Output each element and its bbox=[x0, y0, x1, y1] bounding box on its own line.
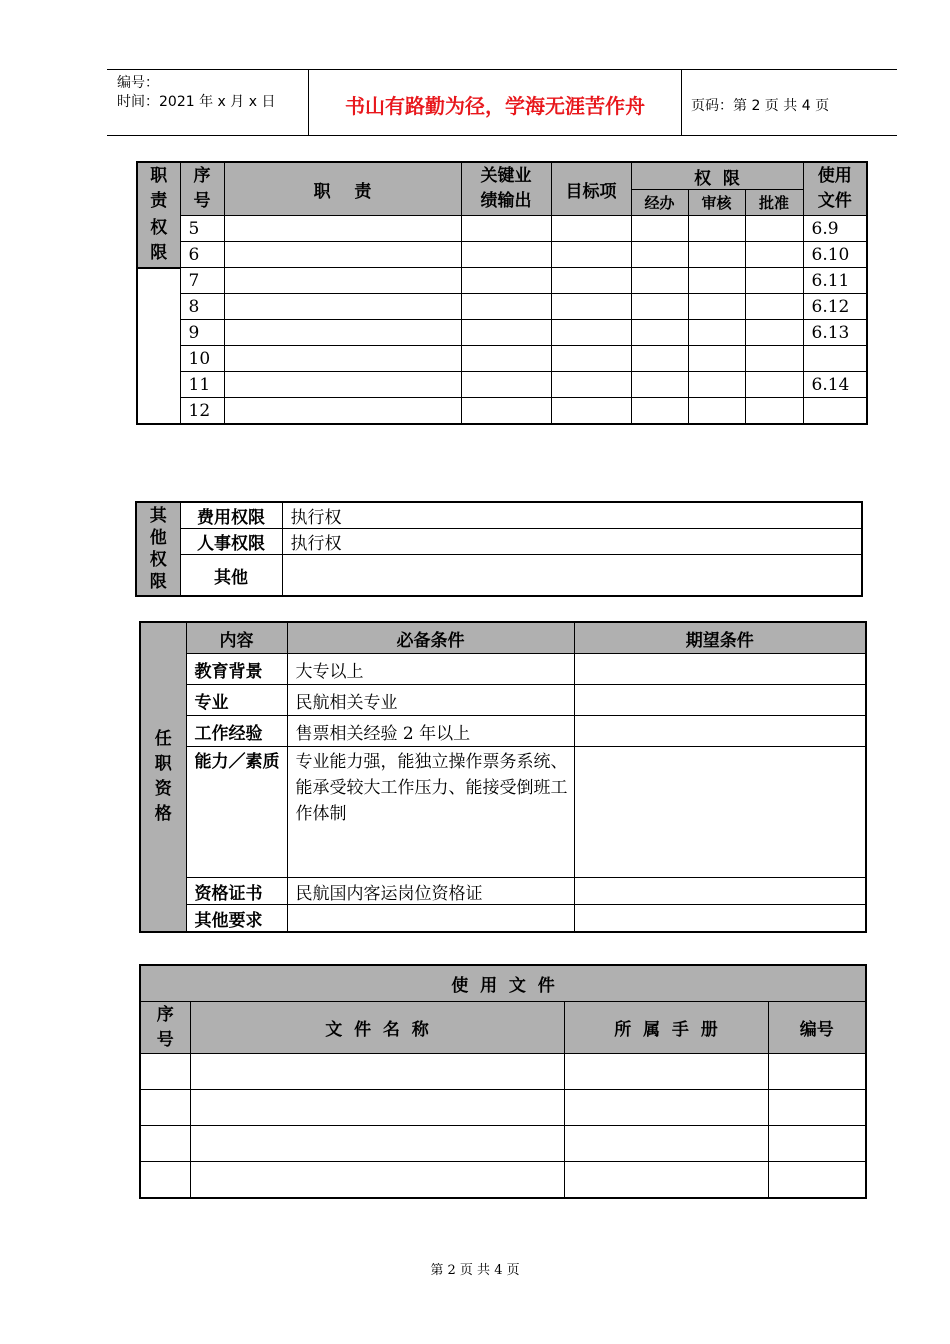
target-cell bbox=[551, 320, 631, 346]
duties-authority-table bbox=[136, 161, 868, 425]
code-cell bbox=[768, 1054, 866, 1090]
expected-cell bbox=[574, 905, 866, 933]
approve-column-header: 批准 bbox=[745, 190, 803, 216]
table-row bbox=[140, 747, 866, 878]
expected-column-header: 期望条件 bbox=[574, 622, 866, 654]
approve-cell bbox=[745, 268, 803, 294]
target-column-header: 目标项 bbox=[551, 162, 631, 216]
handle-cell bbox=[631, 372, 688, 398]
seq-header-text: 序号 bbox=[193, 166, 211, 211]
files-table bbox=[139, 964, 867, 1199]
code-column-header: 编号 bbox=[768, 1002, 866, 1054]
page-footer: 第 2 页 共 4 页 bbox=[430, 1263, 520, 1278]
file-cell bbox=[803, 346, 867, 372]
duties-side-label-bottom bbox=[137, 216, 180, 268]
handle-cell bbox=[631, 242, 688, 268]
required-cell: 民航相关专业 bbox=[287, 685, 574, 716]
key-output-header-text: 关键业绩输出 bbox=[480, 166, 532, 211]
review-cell bbox=[688, 372, 745, 398]
content-column-header: 内容 bbox=[186, 622, 287, 654]
file-cell: 6.14 bbox=[803, 372, 867, 398]
other-authority-table bbox=[135, 501, 863, 597]
handle-cell bbox=[631, 398, 688, 425]
target-cell bbox=[551, 398, 631, 425]
header-divider bbox=[681, 69, 682, 136]
table-row bbox=[137, 398, 867, 425]
key-output-cell bbox=[461, 398, 551, 425]
key-output-cell bbox=[461, 346, 551, 372]
expected-cell bbox=[574, 747, 866, 878]
expected-cell bbox=[574, 878, 866, 905]
table-row bbox=[136, 502, 862, 529]
table-row bbox=[137, 320, 867, 346]
seq-cell bbox=[140, 1126, 190, 1162]
approve-cell bbox=[745, 294, 803, 320]
duty-column-header: 职 责 bbox=[224, 162, 461, 216]
seq-cell: 11 bbox=[180, 372, 224, 398]
table-row bbox=[140, 685, 866, 716]
review-cell bbox=[688, 346, 745, 372]
seq-cell bbox=[140, 1090, 190, 1126]
review-cell bbox=[688, 320, 745, 346]
file-cell: 6.11 bbox=[803, 268, 867, 294]
header-divider bbox=[308, 69, 309, 136]
table-header-row bbox=[137, 162, 867, 190]
code-cell bbox=[768, 1162, 866, 1199]
manual-cell bbox=[564, 1162, 768, 1199]
seq-cell: 7 bbox=[180, 268, 224, 294]
code-cell bbox=[768, 1126, 866, 1162]
row-label: 教育背景 bbox=[186, 654, 287, 685]
handle-cell bbox=[631, 268, 688, 294]
page-indicator: 页码：第 2 页 共 4 页 bbox=[691, 98, 830, 114]
review-cell bbox=[688, 242, 745, 268]
required-cell: 大专以上 bbox=[287, 654, 574, 685]
target-cell bbox=[551, 268, 631, 294]
row-label: 能力／素质 bbox=[186, 747, 287, 878]
required-cell: 售票相关经验 2 年以上 bbox=[287, 716, 574, 747]
file-cell: 6.10 bbox=[803, 242, 867, 268]
other-authority-side-label-text: 其他权限 bbox=[149, 506, 167, 592]
key-output-cell bbox=[461, 294, 551, 320]
table-row bbox=[140, 905, 866, 933]
key-output-cell bbox=[461, 320, 551, 346]
file-name-cell bbox=[190, 1090, 564, 1126]
row-label: 工作经验 bbox=[186, 716, 287, 747]
row-label: 资格证书 bbox=[186, 878, 287, 905]
table-row bbox=[140, 716, 866, 747]
document-date-label: 时间：2021 年 x 月 x 日 bbox=[117, 94, 276, 110]
file-header-text: 使用文件 bbox=[817, 166, 852, 211]
target-cell bbox=[551, 242, 631, 268]
file-name-cell bbox=[190, 1126, 564, 1162]
table-row bbox=[137, 216, 867, 242]
row-label: 其他要求 bbox=[186, 905, 287, 933]
key-output-cell bbox=[461, 372, 551, 398]
row-value bbox=[282, 555, 862, 597]
target-cell bbox=[551, 372, 631, 398]
row-label: 专业 bbox=[186, 685, 287, 716]
table-row bbox=[137, 294, 867, 320]
seq-cell: 5 bbox=[180, 216, 224, 242]
key-output-column-header bbox=[461, 162, 551, 216]
motto-text: 书山有路勤为径，学海无涯苦作舟 bbox=[345, 94, 645, 118]
seq-header-text: 序号 bbox=[156, 1004, 174, 1050]
approve-cell bbox=[745, 346, 803, 372]
target-cell bbox=[551, 346, 631, 372]
handle-cell bbox=[631, 320, 688, 346]
duties-side-label-bottom-text: 权限 bbox=[150, 218, 168, 263]
table-row bbox=[140, 1126, 866, 1162]
duty-cell bbox=[224, 242, 461, 268]
table-row bbox=[137, 372, 867, 398]
table-row bbox=[137, 242, 867, 268]
table-row bbox=[137, 346, 867, 372]
row-label: 其他 bbox=[180, 555, 282, 597]
file-cell: 6.12 bbox=[803, 294, 867, 320]
table-title-row bbox=[140, 965, 866, 1002]
file-cell: 6.9 bbox=[803, 216, 867, 242]
table-header-row bbox=[140, 1002, 866, 1054]
file-name-cell bbox=[190, 1162, 564, 1199]
row-value: 执行权 bbox=[282, 502, 862, 529]
approve-cell bbox=[745, 320, 803, 346]
duty-cell bbox=[224, 346, 461, 372]
required-cell bbox=[287, 905, 574, 933]
handle-cell bbox=[631, 346, 688, 372]
duties-side-blank bbox=[137, 268, 180, 425]
handle-cell bbox=[631, 216, 688, 242]
header-top-rule bbox=[107, 69, 897, 70]
approve-cell bbox=[745, 398, 803, 425]
seq-cell: 9 bbox=[180, 320, 224, 346]
review-column-header: 审核 bbox=[688, 190, 745, 216]
manual-cell bbox=[564, 1126, 768, 1162]
review-cell bbox=[688, 216, 745, 242]
approve-cell bbox=[745, 216, 803, 242]
other-authority-side-label bbox=[136, 502, 180, 596]
file-name-cell bbox=[190, 1054, 564, 1090]
table-row bbox=[140, 1054, 866, 1090]
table-row bbox=[140, 878, 866, 905]
row-label: 人事权限 bbox=[180, 529, 282, 555]
qualifications-side-label bbox=[140, 622, 186, 932]
seq-cell: 8 bbox=[180, 294, 224, 320]
seq-cell: 6 bbox=[180, 242, 224, 268]
review-cell bbox=[688, 398, 745, 425]
seq-cell: 10 bbox=[180, 346, 224, 372]
manual-cell bbox=[564, 1090, 768, 1126]
approve-cell bbox=[745, 372, 803, 398]
seq-cell bbox=[140, 1162, 190, 1199]
seq-column-header bbox=[140, 1002, 190, 1054]
expected-cell bbox=[574, 654, 866, 685]
duty-cell bbox=[224, 398, 461, 425]
duties-side-label bbox=[137, 162, 180, 216]
duties-side-label-text: 职责 bbox=[150, 166, 168, 212]
seq-column-header bbox=[180, 162, 224, 216]
expected-cell bbox=[574, 716, 866, 747]
required-column-header: 必备条件 bbox=[287, 622, 574, 654]
qualifications-table bbox=[139, 621, 867, 933]
file-name-column-header: 文 件 名 称 bbox=[190, 1002, 564, 1054]
required-cell: 民航国内客运岗位资格证 bbox=[287, 878, 574, 905]
manual-cell bbox=[564, 1054, 768, 1090]
authority-column-header: 权 限 bbox=[631, 162, 803, 190]
handle-cell bbox=[631, 294, 688, 320]
handle-column-header: 经办 bbox=[631, 190, 688, 216]
review-cell bbox=[688, 294, 745, 320]
key-output-cell bbox=[461, 216, 551, 242]
table-row bbox=[140, 1162, 866, 1199]
expected-cell bbox=[574, 685, 866, 716]
key-output-cell bbox=[461, 242, 551, 268]
approve-cell bbox=[745, 242, 803, 268]
file-column-header bbox=[803, 162, 867, 216]
table-row bbox=[136, 555, 862, 597]
duty-cell bbox=[224, 320, 461, 346]
code-cell bbox=[768, 1090, 866, 1126]
row-label: 费用权限 bbox=[180, 502, 282, 529]
seq-cell bbox=[140, 1054, 190, 1090]
seq-cell: 12 bbox=[180, 398, 224, 425]
duty-cell bbox=[224, 268, 461, 294]
file-cell: 6.13 bbox=[803, 320, 867, 346]
qualifications-side-label-text: 任职资格 bbox=[154, 729, 172, 824]
review-cell bbox=[688, 268, 745, 294]
document-number-label: 编号： bbox=[117, 75, 159, 91]
file-cell bbox=[803, 398, 867, 425]
target-cell bbox=[551, 216, 631, 242]
table-row bbox=[140, 654, 866, 685]
key-output-cell bbox=[461, 268, 551, 294]
duty-cell bbox=[224, 216, 461, 242]
table-row bbox=[137, 268, 867, 294]
target-cell bbox=[551, 294, 631, 320]
header-bottom-rule bbox=[107, 135, 897, 136]
duty-cell bbox=[224, 372, 461, 398]
manual-column-header: 所 属 手 册 bbox=[564, 1002, 768, 1054]
files-table-title: 使 用 文 件 bbox=[140, 965, 866, 1002]
table-row bbox=[140, 1090, 866, 1126]
row-value: 执行权 bbox=[282, 529, 862, 555]
duty-cell bbox=[224, 294, 461, 320]
required-cell: 专业能力强，能独立操作票务系统、能承受较大工作压力、能接受倒班工作体制 bbox=[287, 747, 574, 878]
table-row bbox=[136, 529, 862, 555]
table-header-row bbox=[140, 622, 866, 654]
